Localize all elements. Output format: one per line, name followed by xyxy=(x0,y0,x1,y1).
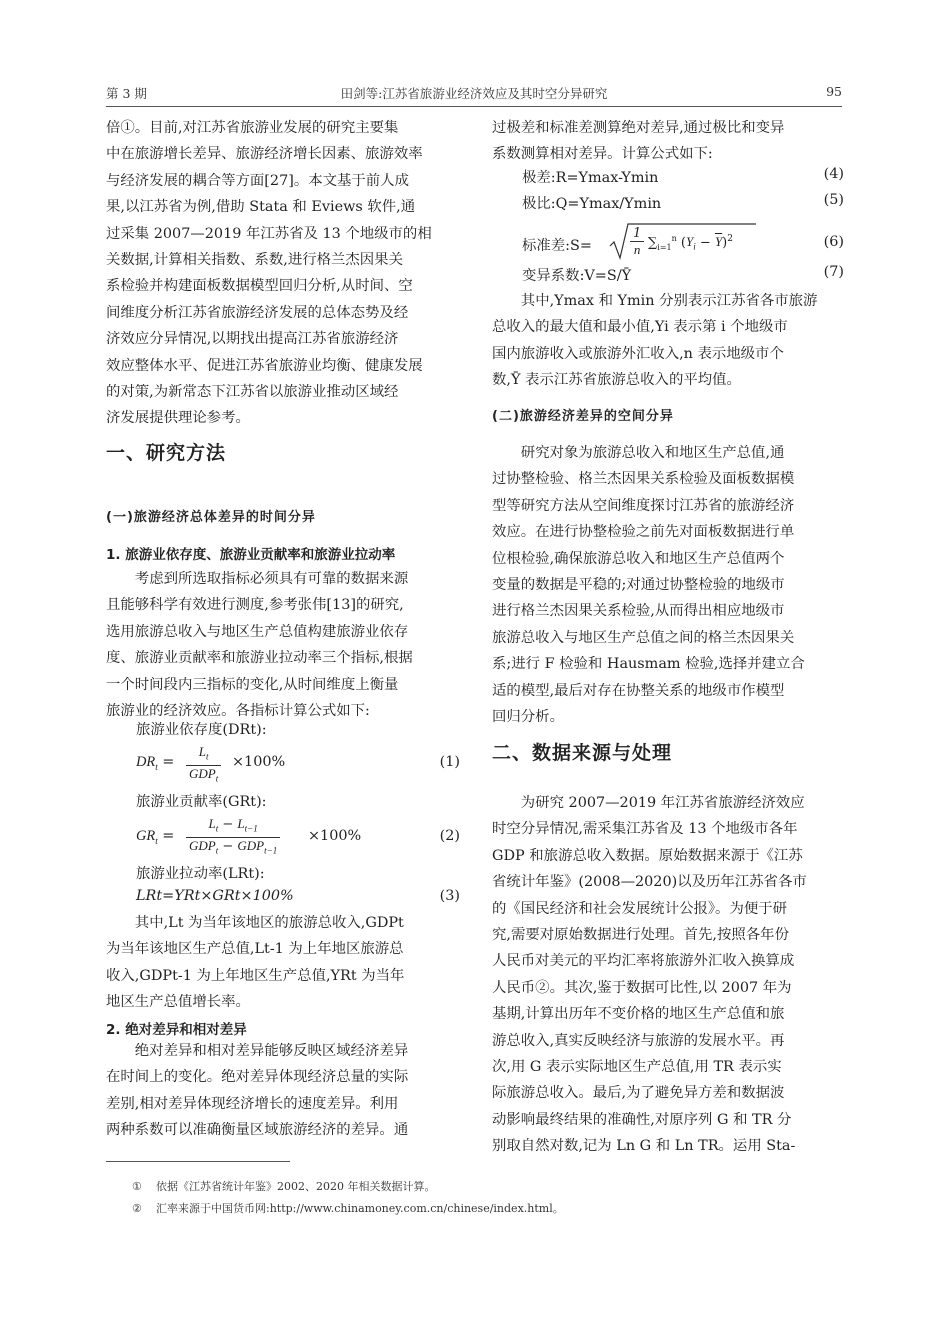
line: 基期,计算出历年不变价格的地区生产总值和旅 xyxy=(492,1006,785,1023)
footnote-rule xyxy=(106,1161,290,1162)
line: 考虑到所选取指标必须具有可靠的数据来源 xyxy=(134,571,409,587)
line: 在时间上的变化。绝对差异体现经济总量的实际 xyxy=(106,1069,409,1086)
equation-7 xyxy=(522,264,844,285)
line: 时空分异情况,需采集江苏省及 13 个地级市各年 xyxy=(492,821,798,838)
line: 系数测算相对差异。计算公式如下: xyxy=(492,146,713,163)
footnote-text: 汇率来源于中国货币网:http://www.chinamoney.com.cn/chinese/index.html。 xyxy=(156,1202,564,1215)
line: 收入,GDPt-1 为上年地区生产总值,YRt 为当年 xyxy=(106,967,405,984)
equation-number: (1) xyxy=(439,754,460,770)
equation-3-text: LRt=YRt×GRt×100% xyxy=(136,888,294,904)
line: 回归分析。 xyxy=(492,709,564,726)
left-column xyxy=(106,115,460,432)
line: 变量的数据是平稳的;对通过协整检验的地级市 xyxy=(492,577,785,594)
equation-number: (2) xyxy=(439,828,460,844)
line: 一个时间段内三指标的变化,从时间维度上衡量 xyxy=(106,676,399,693)
line: 果,以江苏省为例,借助 Stata 和 Eviews 软件,通 xyxy=(106,199,416,216)
line: 济发展提供理论参考。 xyxy=(106,410,250,427)
line: 过协整检验、格兰杰因果关系检验及面板数据模 xyxy=(492,471,795,488)
footnote-text: 依据《江苏省统计年鉴》2002、2020 年相关数据计算。 xyxy=(156,1180,436,1193)
line: 为当年该地区生产总值,Lt-1 为上年地区旅游总 xyxy=(106,941,404,958)
line: 别取自然对数,记为 Ln G 和 Ln TR。运用 Sta- xyxy=(492,1138,796,1155)
line: 中在旅游增长差异、旅游经济增长因素、旅游效率 xyxy=(106,146,423,163)
equation-3 xyxy=(136,888,460,904)
equation-6: 标准差:S= $\frac{1}{n}$ $\sum_{i=1}^n$ $(Y_i - \overline{Y})^2$ (6) xyxy=(522,222,844,262)
heading-dependency-indicators: 1. 旅游业依存度、旅游业贡献率和旅游业拉动率 xyxy=(106,547,396,563)
line: 型等研究方法从空间维度探讨江苏省的旅游经济 xyxy=(492,497,795,514)
spatial-paragraph xyxy=(492,440,844,730)
line: 省统计年鉴》(2008—2020)以及历年江苏省各市 xyxy=(492,874,807,891)
line: 系;进行 F 检验和 Hausmam 检验,选择并建立合 xyxy=(492,656,805,673)
line: 总收入的最大值和最小值,Yi 表示第 i 个地级市 xyxy=(492,319,788,336)
right-continuation xyxy=(492,115,844,168)
data-paragraph xyxy=(492,790,844,1160)
section-heading-methods: 一、研究方法 xyxy=(106,442,227,464)
line: 与经济发展的耦合等方面[27]。本文基于前人成 xyxy=(106,172,409,189)
line: 际旅游总收入。最后,为了避免异方差和数据波 xyxy=(492,1085,785,1102)
line: 动影响最终结果的准确性,对原序列 G 和 TR 分 xyxy=(492,1111,792,1128)
line: 旅游业的经济效应。各指标计算公式如下: xyxy=(106,703,370,720)
equation-5 xyxy=(522,192,844,213)
line: 其中,Lt 为当年该地区的旅游总收入,GDPt xyxy=(134,915,404,931)
line: 为研究 2007—2019 年江苏省旅游经济效应 xyxy=(520,795,805,811)
line: 次,用 G 表示实际地区生产总值,用 TR 表示实 xyxy=(492,1059,782,1076)
label-gr: 旅游业贡献率(GRt): xyxy=(136,794,267,810)
line: 的《国民经济和社会发展统计公报》。为便于研 xyxy=(492,900,788,917)
line: 究,需要对原始数据进行处理。首先,按照各年份 xyxy=(492,927,789,944)
subsection-heading-spatial: (二)旅游经济差异的空间分异 xyxy=(492,409,674,424)
line: 国内旅游收入或旅游外汇收入,n 表示地级市个 xyxy=(492,345,784,362)
line: 人民币对美元的平均汇率将旅游外汇收入换算成 xyxy=(492,953,795,970)
footnote-2 xyxy=(132,1200,564,1216)
equation-2: $GR_t$ = $L_t - L_{t-1}$ $GDP_t - GDP_{t-1}$ ×100% (2) xyxy=(136,816,460,856)
label-dr: 旅游业依存度(DRt): xyxy=(136,722,267,738)
line: 间维度分析江苏省旅游经济发展的总体态势及经 xyxy=(106,304,409,321)
line: 适的模型,最后对存在协整关系的地级市作模型 xyxy=(492,682,785,699)
line: 研究对象为旅游总收入和地区生产总值,通 xyxy=(520,445,785,461)
equation-7-text: 变异系数:V=S/Ȳ xyxy=(522,268,632,284)
variables-paragraph xyxy=(106,910,460,1016)
line: 且能够科学有效进行测度,参考张伟[13]的研究, xyxy=(106,597,404,614)
line: 济效应分异情况,以期找出提高江苏省旅游经济 xyxy=(106,331,399,348)
line: 旅游总收入与地区生产总值之间的格兰杰因果关 xyxy=(492,629,795,646)
footnote-mark: ① xyxy=(132,1180,142,1193)
equation-4 xyxy=(522,166,844,187)
line: 进行格兰杰因果关系检验,从而得出相应地级市 xyxy=(492,603,785,620)
line: 数,Ȳ 表示江苏省旅游总收入的平均值。 xyxy=(492,372,741,389)
section-heading-data: 二、数据来源与处理 xyxy=(492,742,673,764)
line: 过极差和标准差测算绝对差异,通过极比和变异 xyxy=(492,120,785,136)
equation-1: $DR_t$ = $L_t$ $GDP_t$ ×100% (1) xyxy=(136,744,460,784)
footnote-1 xyxy=(132,1178,435,1194)
line: 关数据,计算相关指数、系数,进行格兰杰因果关 xyxy=(106,252,403,269)
running-header xyxy=(106,84,842,106)
label-lr: 旅游业拉动率(LRt): xyxy=(136,866,265,882)
line: 游总收入,真实反映经济与旅游的发展水平。再 xyxy=(492,1032,785,1049)
line: 选用旅游总收入与地区生产总值构建旅游业依存 xyxy=(106,623,409,640)
line: 地区生产总值增长率。 xyxy=(106,994,250,1011)
header-rule xyxy=(106,106,842,107)
line: 其中,Ymax 和 Ymin 分别表示江苏省各市旅游 xyxy=(520,293,818,309)
issue-number: 第 3 期 xyxy=(106,86,147,101)
equation-6-label: 标准差:S= xyxy=(522,238,592,254)
line: 的对策,为新常态下江苏省以旅游业推动区域经 xyxy=(106,384,399,401)
line: 绝对差异和相对差异能够反映区域经济差异 xyxy=(134,1043,409,1059)
running-title: 田剑等:江苏省旅游业经济效应及其时空分异研究 xyxy=(340,86,608,101)
differences-paragraph xyxy=(106,1038,460,1144)
equation-5-text: 极比:Q=Ymax/Ymin xyxy=(522,196,662,212)
line: 位根检验,确保旅游总收入和地区生产总值两个 xyxy=(492,550,785,567)
line: 过采集 2007—2019 年江苏省及 13 个地级市的相 xyxy=(106,225,432,242)
line: 两种系数可以准确衡量区域旅游经济的差异。通 xyxy=(106,1122,409,1139)
variables-paragraph-2 xyxy=(492,288,844,394)
line: 度、旅游业贡献率和旅游业拉动率三个指标,根据 xyxy=(106,650,413,667)
footnote-mark: ② xyxy=(132,1202,142,1215)
line: 效应整体水平、促进江苏省旅游业均衡、健康发展 xyxy=(106,357,423,374)
equation-number: (6) xyxy=(823,234,844,250)
equation-number: (3) xyxy=(439,888,460,904)
equation-number: (5) xyxy=(823,192,844,208)
intro-paragraph xyxy=(106,115,460,432)
method-paragraph xyxy=(106,566,460,724)
line: 效应。在进行协整检验之前先对面板数据进行单 xyxy=(492,524,795,541)
equation-number: (7) xyxy=(823,264,844,280)
equation-4-text: 极差:R=Ymax-Ymin xyxy=(522,170,659,186)
line: 系检验并构建面板数据模型回归分析,从时间、空 xyxy=(106,278,413,295)
page-number: 95 xyxy=(826,84,842,99)
line: 差别,相对差异体现经济增长的速度差异。利用 xyxy=(106,1095,399,1112)
line: 人民币②。其次,鉴于数据可比性,以 2007 年为 xyxy=(492,979,792,996)
equation-number: (4) xyxy=(823,166,844,182)
heading-absolute-relative: 2. 绝对差异和相对差异 xyxy=(106,1022,247,1038)
subsection-heading-temporal: (一)旅游经济总体差异的时间分异 xyxy=(106,510,316,525)
line: GDP 和旅游总收入数据。原始数据来源于《江苏 xyxy=(492,847,803,864)
line: 倍①。目前,对江苏省旅游业发展的研究主要集 xyxy=(106,120,399,136)
